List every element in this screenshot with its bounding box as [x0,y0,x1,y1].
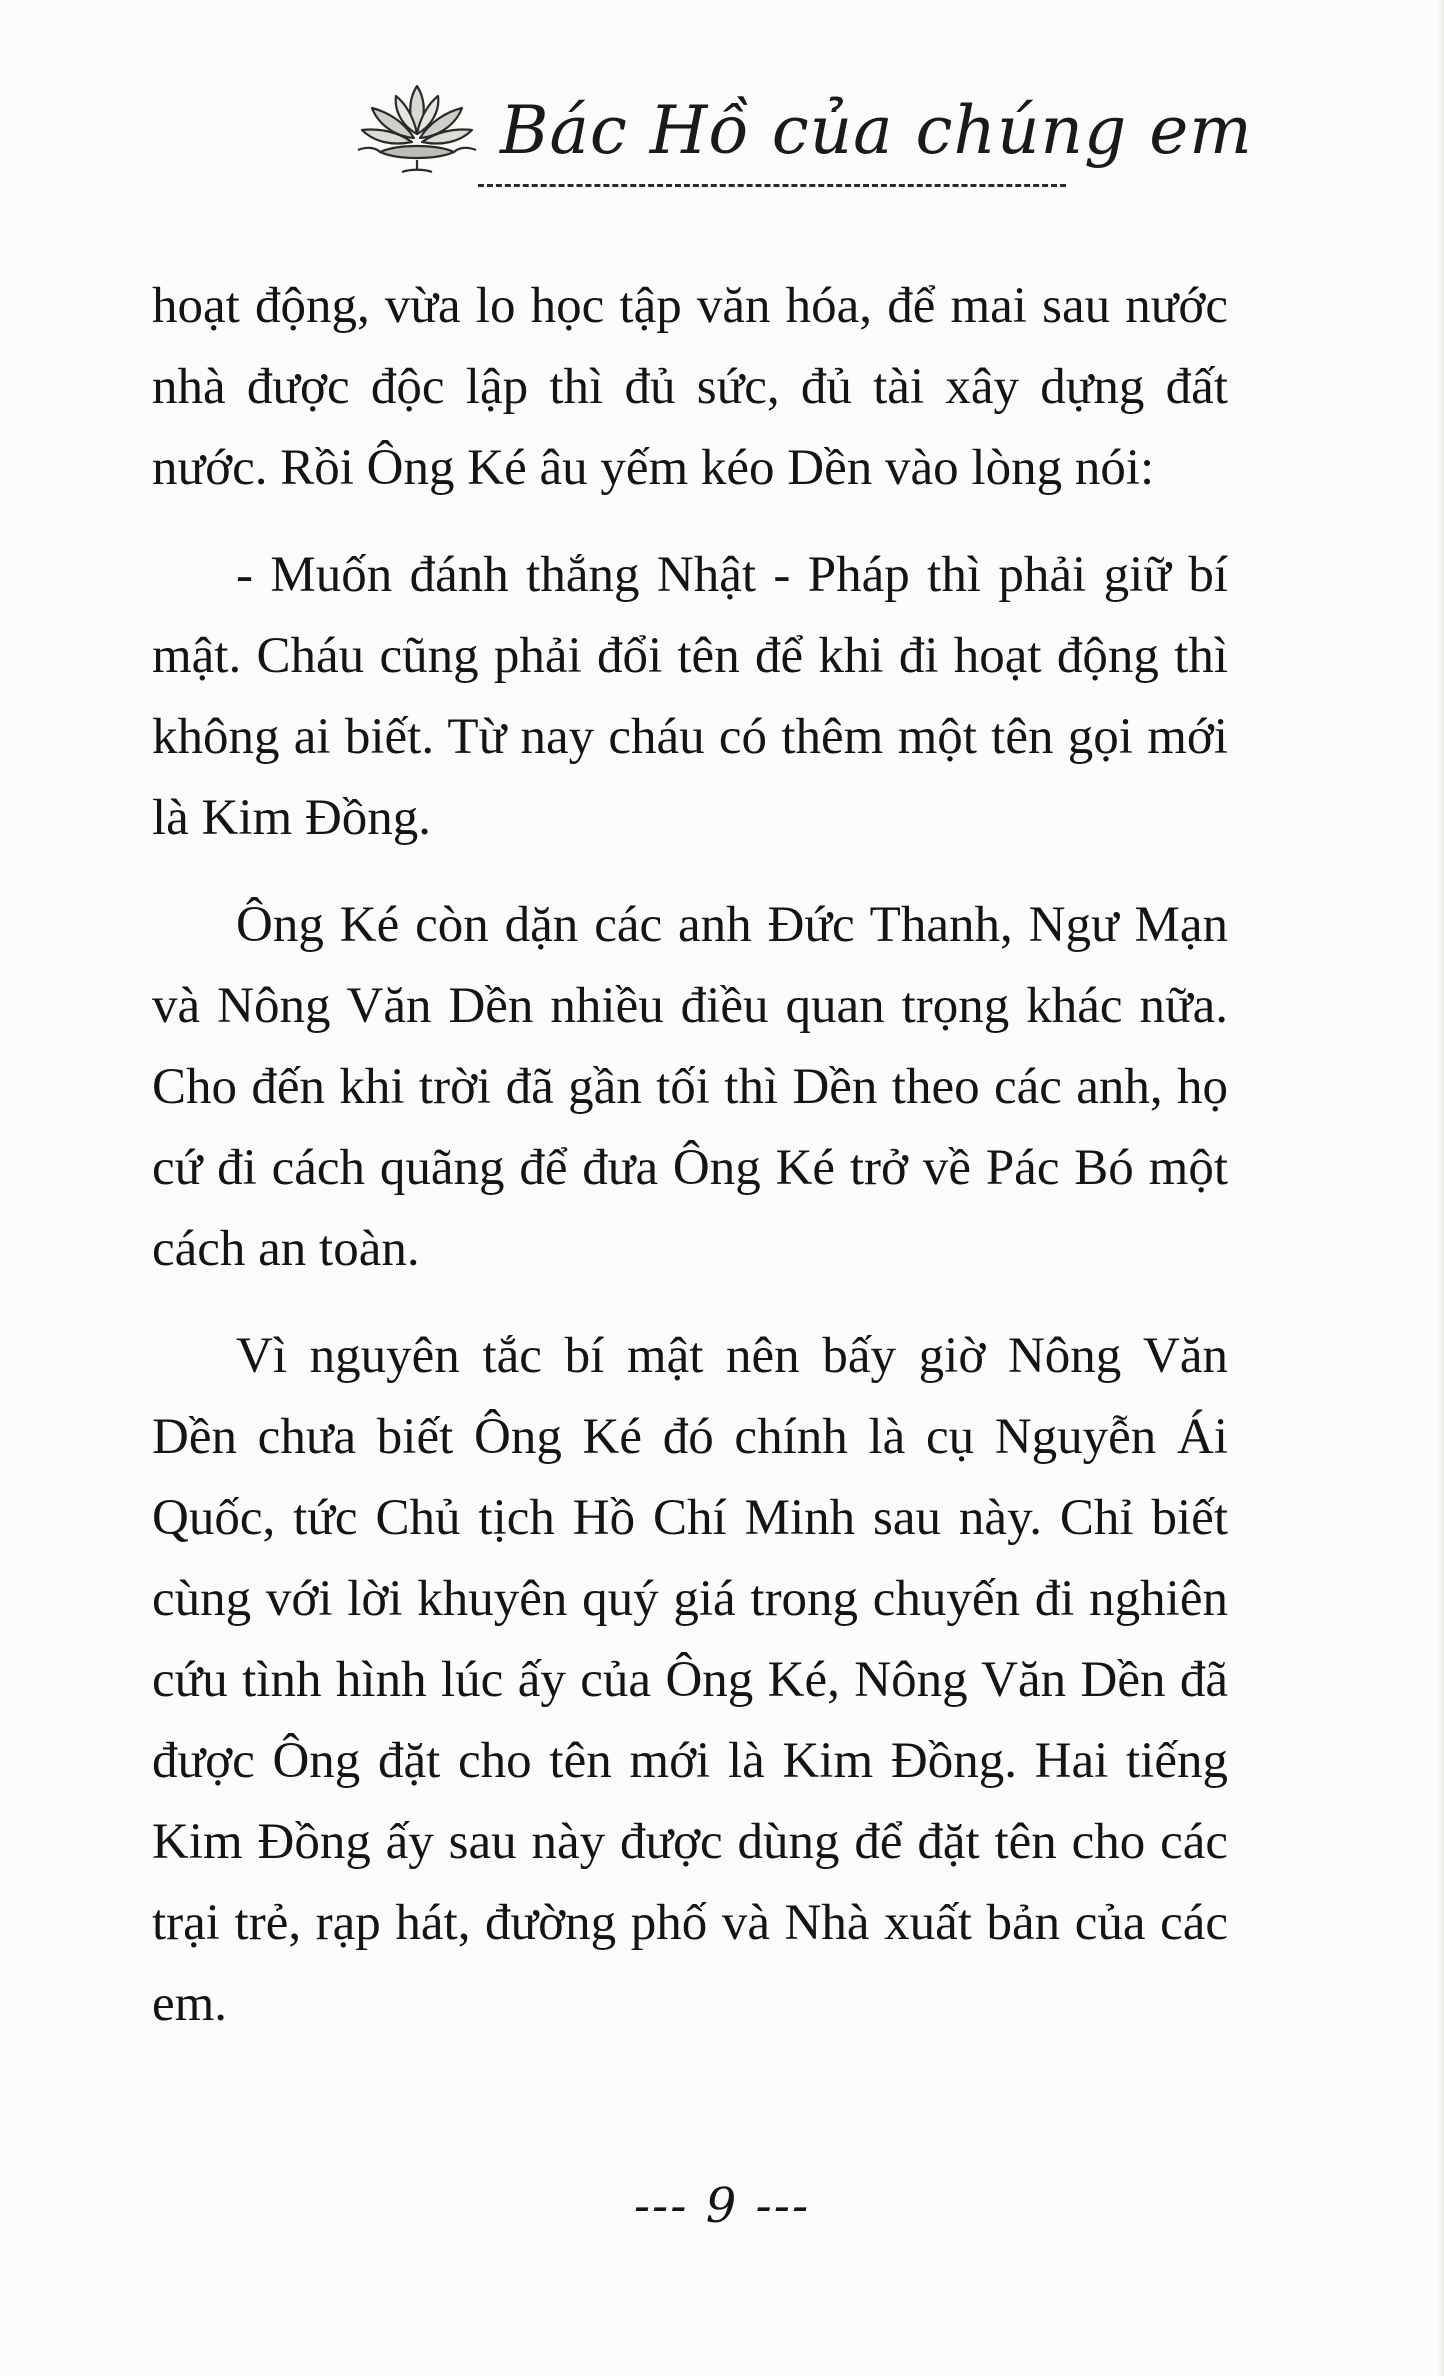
page-number: --- 9 --- [633,2178,811,2234]
page-edge [1438,0,1444,2376]
header-dashed-rule [478,184,1066,187]
paragraph: Vì nguyên tắc bí mật nên bấy giờ Nông Văn Dền chưa biết Ông Ké đó chính là cụ Nguyễn Ái Quốc, tức Chủ tịch Hồ Chí Minh sau này. Chỉ biết cùng với lời khuyên quý giá trong chuyến đi nghiên cứu tình hình lúc ấy của Ông Ké, Nông Văn Dền đã được Ông đặt cho tên mới là Kim Đồng. Hai tiếng Kim Đồng ấy sau này được dùng để đặt tên cho các trại trẻ, rạp hát, đường phố và Nhà xuất bản của các em. [152,1328,1228,2032]
paragraph: hoạt động, vừa lo học tập văn hóa, để mai sau nước nhà được độc lập thì đủ sức, đủ tài xây dựng đất nước. Rồi Ông Ké âu yếm kéo Dền vào lòng nói: [152,278,1228,496]
running-title: Bác Hồ của chúng em [500,92,1253,169]
body-text [152,266,1228,2071]
running-header [350,78,1253,198]
paragraph: Ông Ké còn dặn các anh Đức Thanh, Ngư Mạn và Nông Văn Dền nhiều điều quan trọng khác nữa. Cho đến khi trời đã gần tối thì Dền theo các anh, họ cứ đi cách quãng để đưa Ông Ké trở về Pác Bó một cách an toàn. [152,897,1228,1277]
lotus-icon [350,78,485,178]
dialogue-paragraph: - Muốn đánh thắng Nhật - Pháp thì phải giữ bí mật. Cháu cũng phải đổi tên để khi đi hoạt động thì không ai biết. Từ nay cháu có thêm một tên gọi mới là Kim Đồng. [152,547,1228,846]
